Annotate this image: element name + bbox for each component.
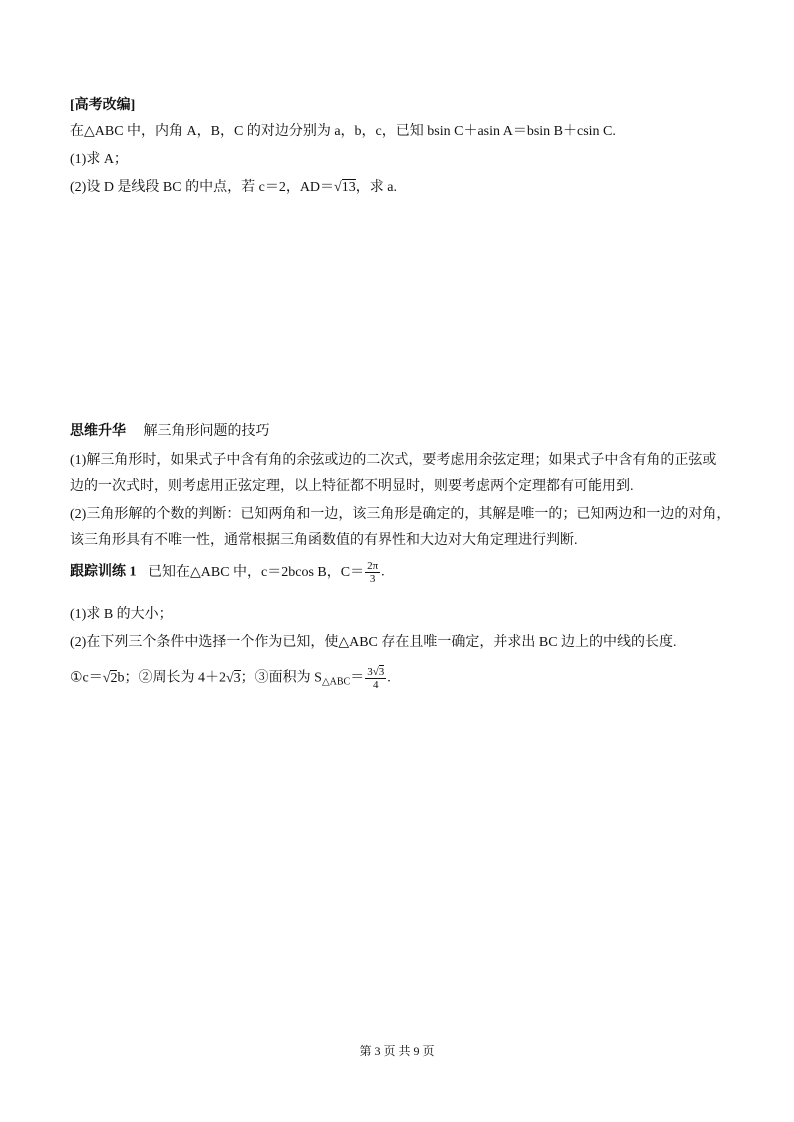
practice-label: 跟踪训练 1 [70, 564, 137, 580]
insight-heading [70, 423, 270, 441]
insight-paragraph-2-line-2: 该三角形具有不唯一性，通常根据三角函数值的有界性和大边对大角定理进行判断. [70, 533, 578, 548]
option-3-equals: ＝ [350, 670, 365, 686]
option-2-text: b；②周长为 4＋2 [117, 670, 226, 686]
practice-stem-line [70, 560, 385, 585]
insight-title: 思维升华 [70, 424, 126, 439]
option-1-text: ①c＝ [70, 670, 103, 686]
insight-subtitle: 解三角形问题的技巧 [143, 424, 270, 439]
insight-paragraph-2-line-1: (2)三角形解的个数的判断：已知两角和一边，该三角形是确定的，其解是唯一的；已知两边和一边的对角， [70, 507, 731, 522]
sqrt-3 [226, 670, 241, 688]
sqrt-symbol: √ [334, 180, 342, 195]
numerator-coefficient: 3 [367, 666, 373, 678]
problem-source-label: [高考改编] [70, 98, 136, 113]
insight-paragraph-1-line-1: (1)解三角形时，如果式子中含有角的余弦或边的二次式，要考虑用余弦定理；如果式子中含有角的正弦或 [70, 453, 717, 468]
problem-question-1: (1)求 A； [70, 152, 128, 167]
practice-options [70, 666, 391, 692]
fraction-3sqrt3-over-4 [365, 666, 386, 691]
fraction-2pi-over-3 [365, 560, 380, 585]
option-3-tail: . [387, 670, 391, 686]
sqrt-13 [334, 179, 356, 197]
problem-question-2 [70, 179, 397, 197]
fraction-denominator: 3 [369, 573, 376, 585]
fraction-numerator: 2π [367, 560, 379, 572]
radicand: 3 [233, 670, 241, 686]
sqrt-symbol: √ [102, 670, 111, 686]
area-subscript: △ABC [321, 676, 351, 688]
sqrt-symbol: √ [225, 670, 234, 686]
sqrt-3 [373, 666, 385, 678]
radicand: 2 [110, 670, 118, 686]
option-3-text: ；③面积为 S [240, 670, 322, 686]
radicand: 13 [341, 180, 356, 195]
radicand: 3 [378, 666, 385, 678]
practice-question-2: (2)在下列三个条件中选择一个作为已知，使△ABC 存在且唯一确定，并求出 BC 边上的中线的长度. [70, 635, 677, 650]
problem-q2-text: (2)设 D 是线段 BC 的中点，若 c＝2，AD＝ [70, 180, 335, 195]
sqrt-symbol: √ [372, 666, 379, 678]
practice-stem-tail: . [381, 564, 385, 580]
sqrt-2 [103, 670, 118, 688]
page-number-footer: 第 3 页 共 9 页 [359, 1044, 435, 1058]
problem-q2-tail: ，求 a. [355, 180, 397, 195]
fraction-numerator [365, 666, 386, 679]
fraction-denominator: 4 [372, 679, 379, 691]
insight-paragraph-1-line-2: 边的一次式时，则考虑用正弦定理，以上特征都不明显时，则要考虑两个定理都有可能用到. [70, 479, 634, 494]
practice-stem-text: 已知在△ABC 中，c＝2bcos B，C＝ [148, 564, 365, 580]
practice-question-1: (1)求 B 的大小； [70, 607, 173, 622]
problem-stem: 在△ABC 中，内角 A，B，C 的对边分别为 a，b，c，已知 bsin C＋asin A＝bsin B＋csin C. [70, 124, 616, 139]
